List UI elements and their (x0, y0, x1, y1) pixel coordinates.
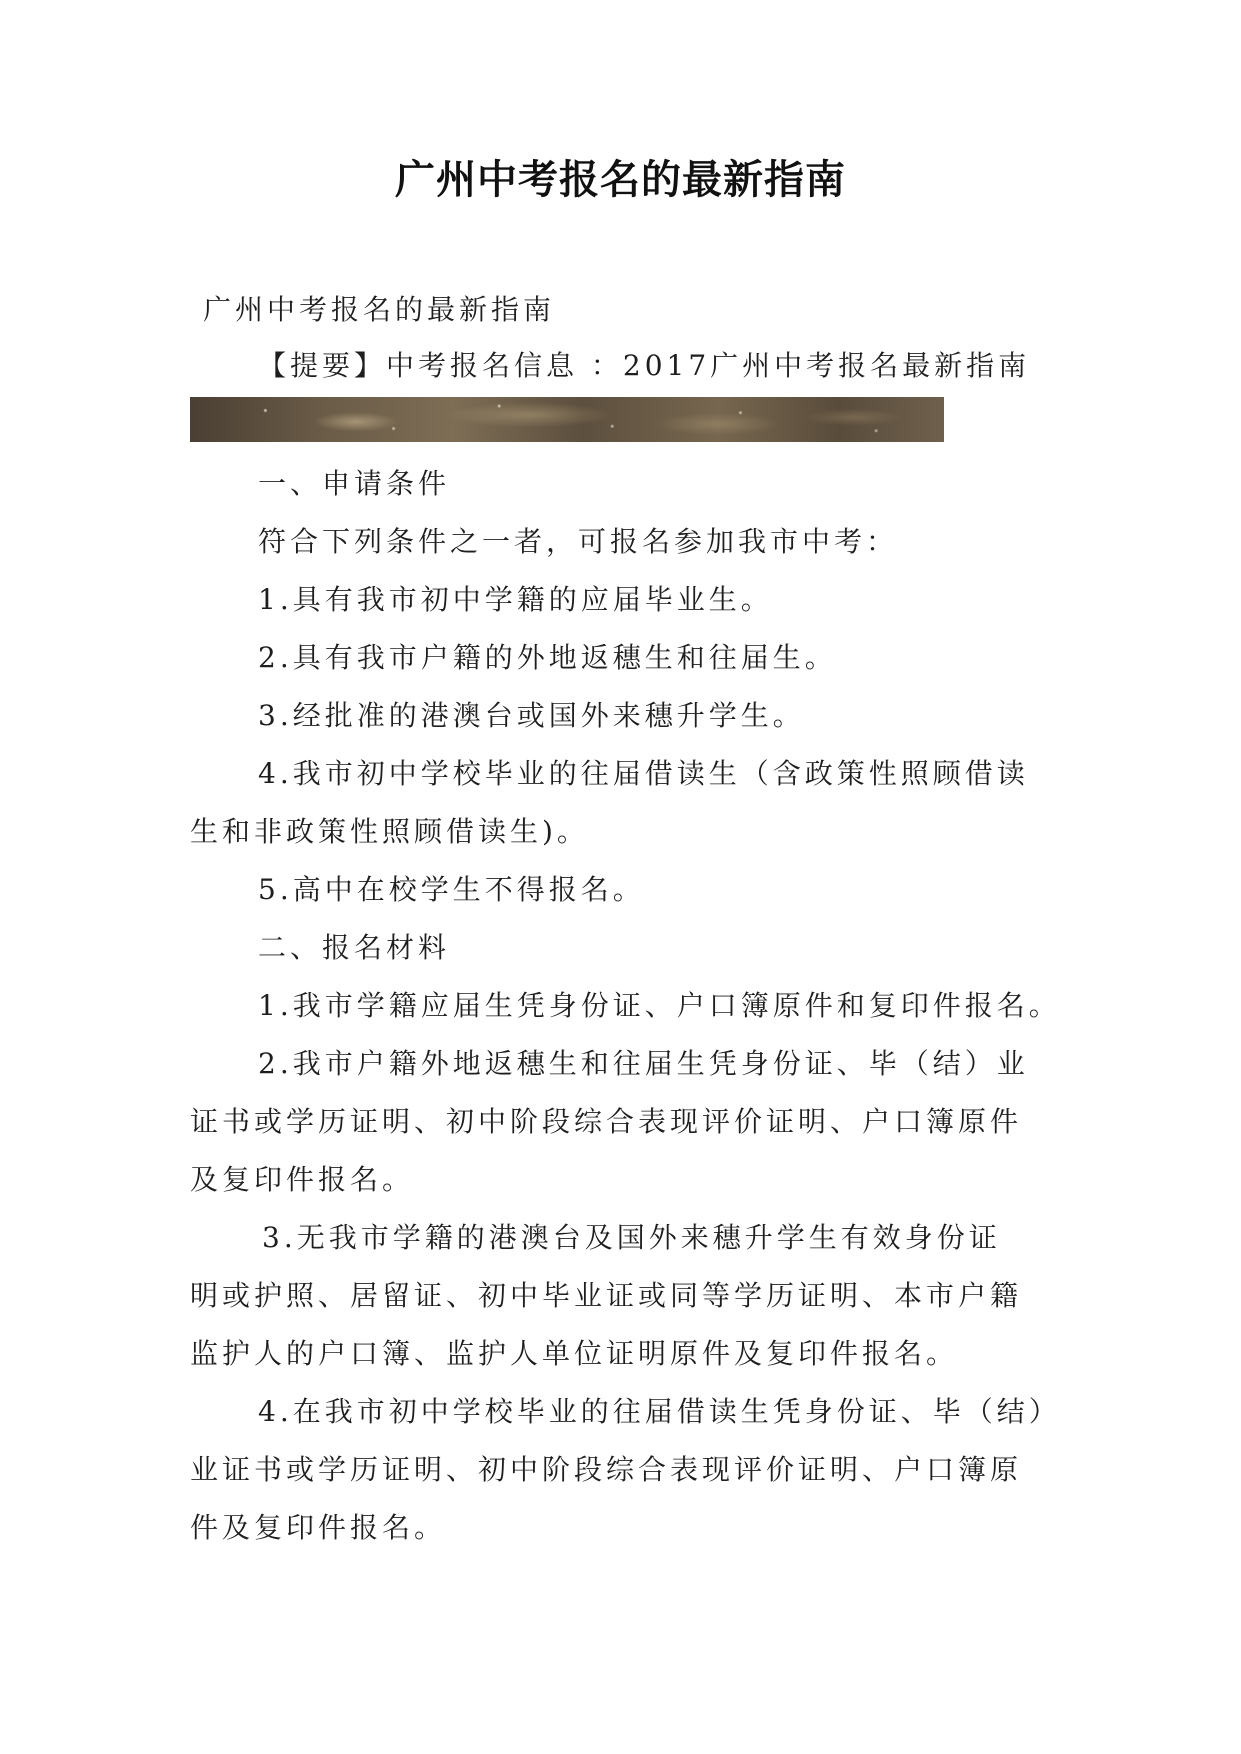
document-title: 广州中考报名的最新指南 (395, 157, 846, 203)
material-item-3-line-1: 3.无我市学籍的港澳台及国外来穗升学生有效身份证 (262, 1221, 1001, 1254)
summary-line: 【提要】中考报名信息 ：2017广州中考报名最新指南 (258, 349, 1031, 382)
condition-item-1: 1.具有我市初中学籍的应届毕业生。 (258, 583, 773, 616)
section-heading-conditions: 一、申请条件 (258, 467, 451, 500)
condition-item-5: 5.高中在校学生不得报名。 (258, 873, 645, 906)
conditions-intro: 符合下列条件之一者，可报名参加我市中考： (258, 525, 899, 558)
material-item-2-line-2: 证书或学历证明、初中阶段综合表现评价证明、户口簿原件 (190, 1105, 1023, 1138)
document-subtitle: 广州中考报名的最新指南 (203, 293, 556, 326)
condition-item-3: 3.经批准的港澳台或国外来穗升学生。 (258, 699, 805, 732)
decorative-banner-image (190, 397, 944, 442)
material-item-4-line-3: 件及复印件报名。 (190, 1511, 447, 1544)
section-heading-materials: 二、报名材料 (258, 931, 451, 964)
material-item-3-line-2: 明或护照、居留证、初中毕业证或同等学历证明、本市户籍 (190, 1279, 1023, 1312)
material-item-2-line-3: 及复印件报名。 (190, 1163, 415, 1196)
material-item-2-line-1: 2.我市户籍外地返穗生和往届生凭身份证、毕（结）业 (258, 1047, 1029, 1080)
condition-item-2: 2.具有我市户籍的外地返穗生和往届生。 (258, 641, 837, 674)
condition-item-4-line-2: 生和非政策性照顾借读生)。 (190, 815, 589, 848)
condition-item-4-line-1: 4.我市初中学校毕业的往届借读生（含政策性照顾借读 (258, 757, 1029, 790)
material-item-3-line-3: 监护人的户口簿、监护人单位证明原件及复印件报名。 (190, 1337, 959, 1370)
material-item-1: 1.我市学籍应届生凭身份证、户口簿原件和复印件报名。 (258, 989, 1061, 1022)
material-item-4-line-2: 业证书或学历证明、初中阶段综合表现评价证明、户口簿原 (190, 1453, 1023, 1486)
material-item-4-line-1: 4.在我市初中学校毕业的往届借读生凭身份证、毕（结） (258, 1395, 1061, 1428)
